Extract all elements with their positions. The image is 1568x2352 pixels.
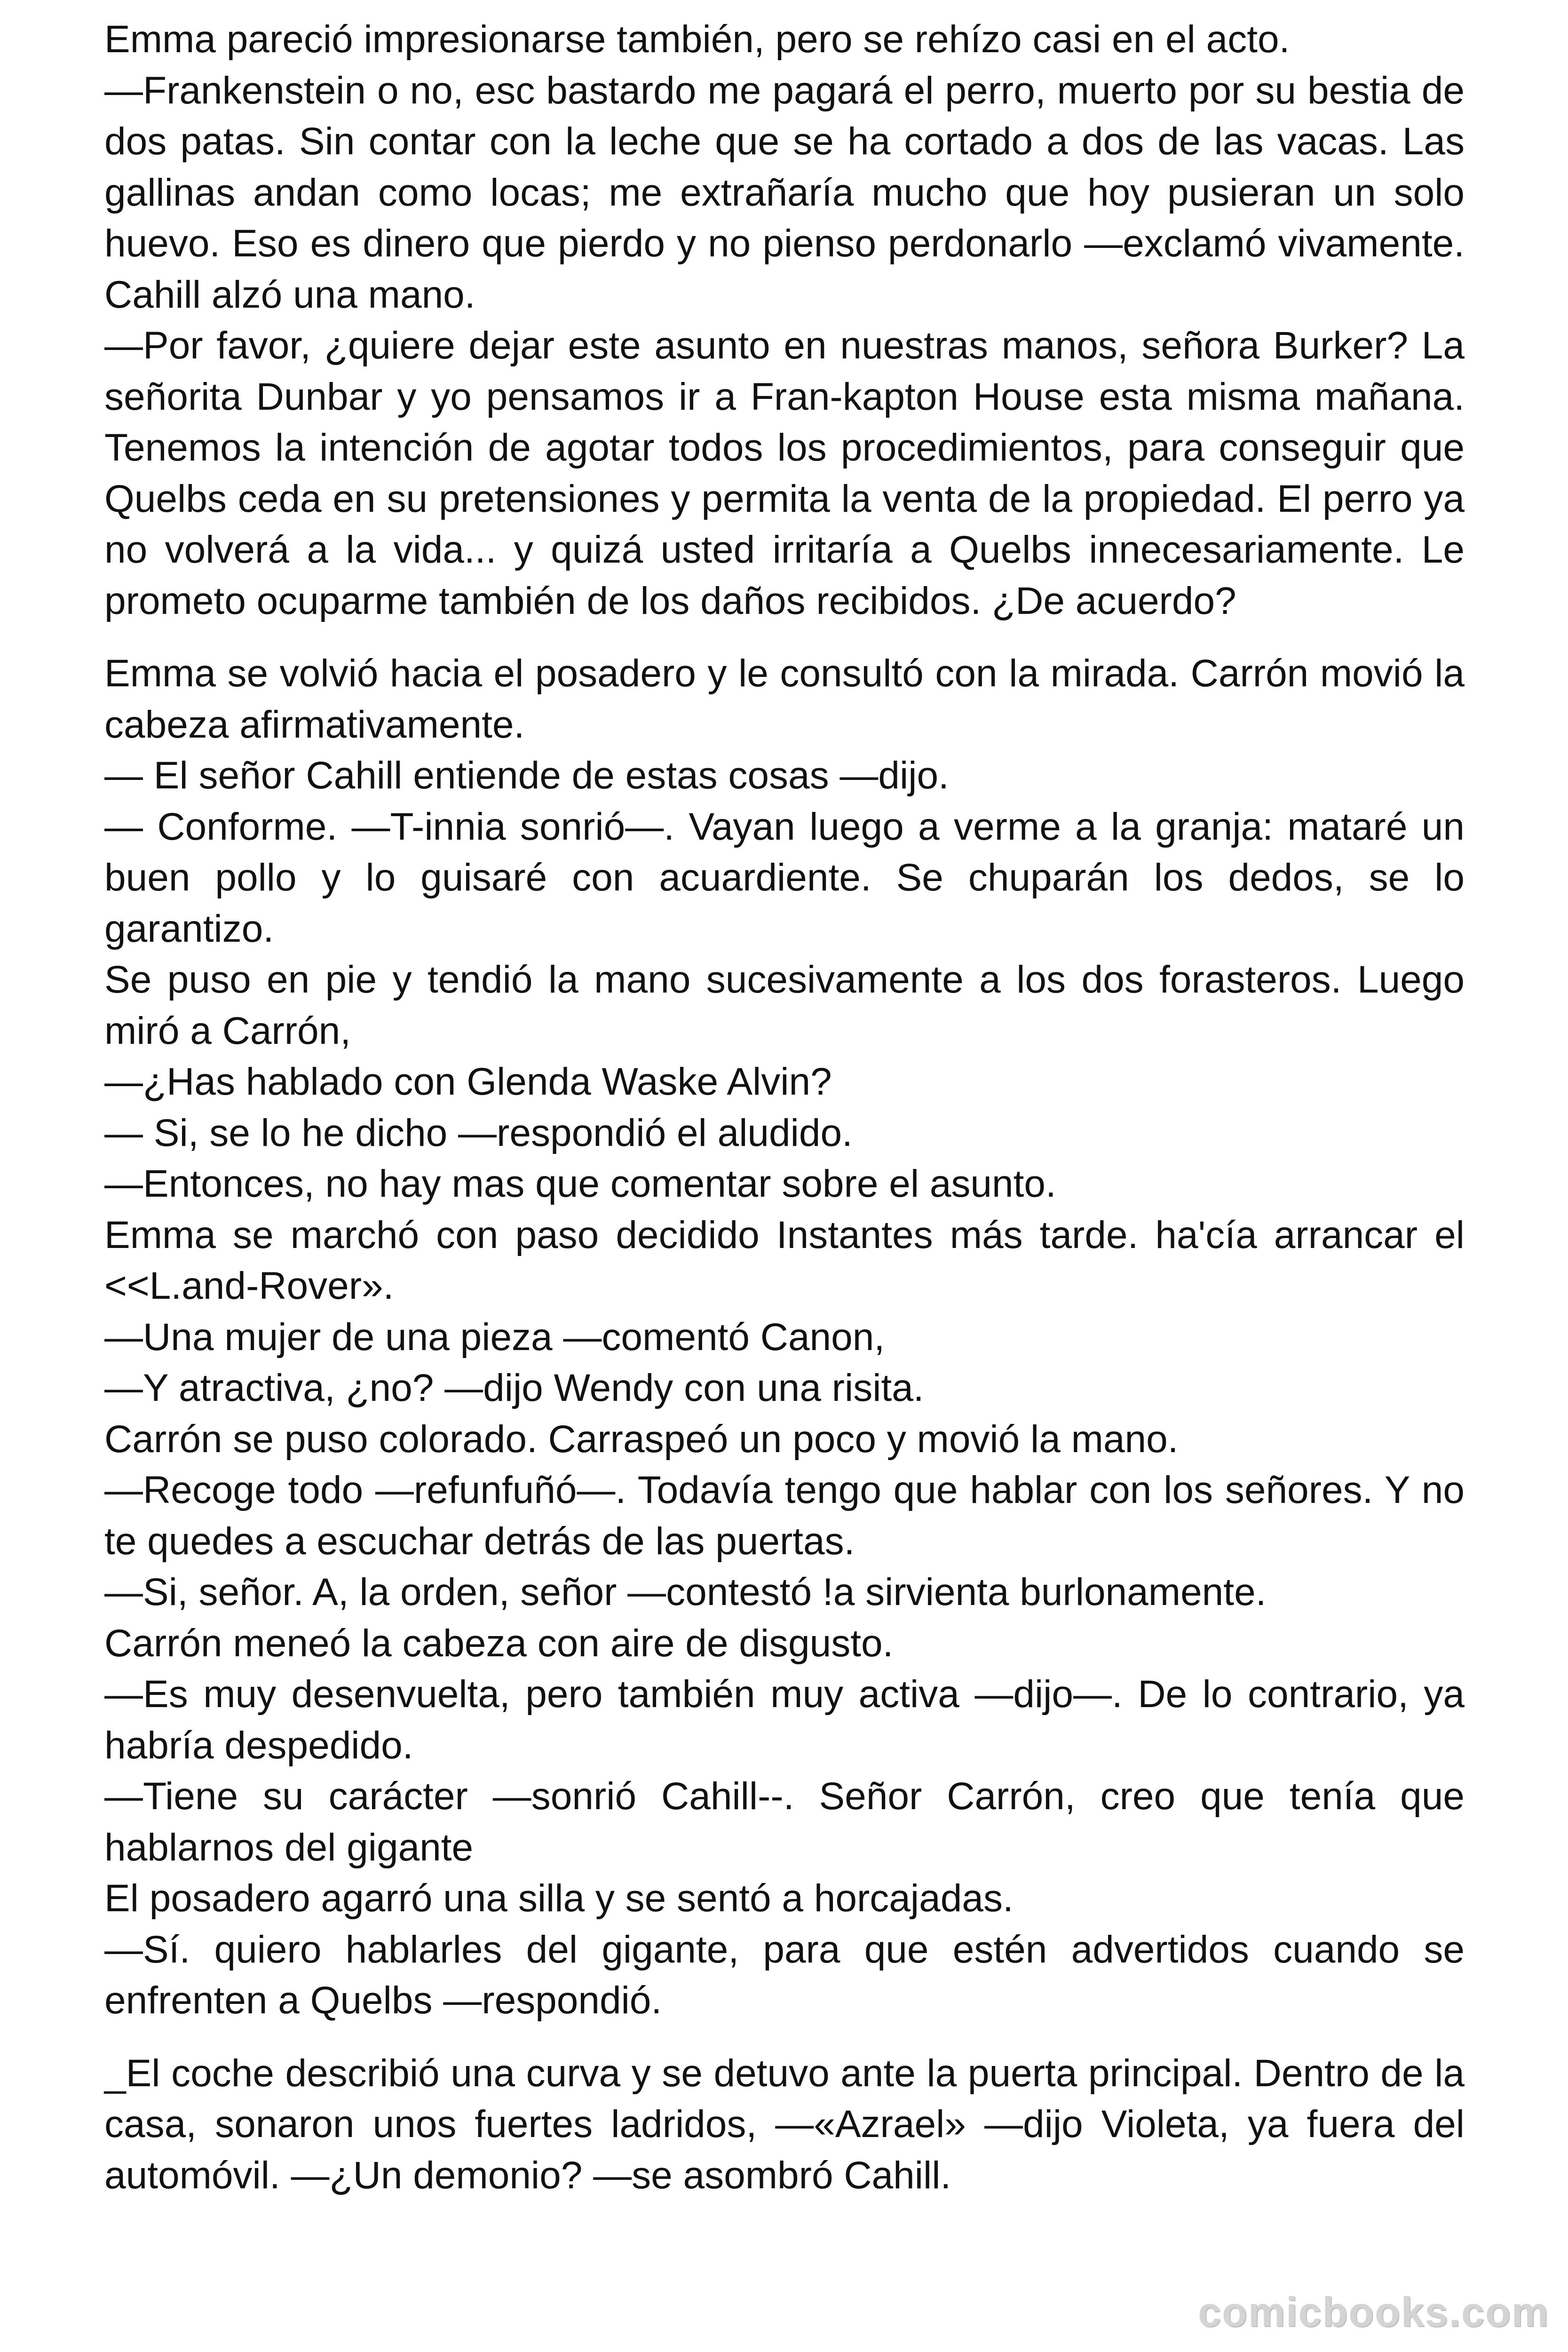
paragraph: —Si, señor. A, la orden, señor —contestó !a sirvienta burlonamente. <box>104 1571 1267 1613</box>
paragraph: — Si, se lo he dicho —respondió el aludido. <box>104 1111 853 1154</box>
paragraph: —Tiene su carácter —sonrió Cahill--. Señor Carrón, creo que tenía que hablarnos del gigante <box>104 1775 1465 1869</box>
paragraph: —Sí. quiero hablarles del gigante, para que estén advertidos cuando se enfrenten a Quelbs —respondió. <box>104 1928 1465 2022</box>
paragraph: Emma se volvió hacia el posadero y le consultó con la mirada. Carrón movió la cabeza afirmativamente. <box>104 652 1465 746</box>
paragraph-break <box>104 2026 1465 2048</box>
paragraph: —Recoge todo —refunfuñó—. Todavía tengo que hablar con los señores. Y no te quedes a escuchar detrás de las puertas. <box>104 1469 1465 1563</box>
paragraph: —Por favor, ¿quiere dejar este asunto en nuestras manos, señora Burker? La señorita Dunbar y yo pensamos ir a Fran-kapton House esta misma mañana. Tenemos la intención de agotar todos los procedimientos, para conseguir que Quelbs ceda en su pretensiones y permita la venta de la propiedad. El perro ya no volverá a la vida... y quizá usted irritaría a Quelbs innecesariamente. Le prometo ocuparme también de los daños recibidos. ¿De acuerdo? <box>104 324 1465 622</box>
paragraph: —¿Has hablado con Glenda Waske Alvin? <box>104 1060 832 1103</box>
paragraph: —Una mujer de una pieza —comentó Canon, <box>104 1315 885 1359</box>
paragraph: — El señor Cahill entiende de estas cosas —dijo. <box>104 754 949 797</box>
paragraph: —Es muy desenvuelta, pero también muy activa —dijo—. De lo contrario, ya habría despedido. <box>104 1673 1465 1767</box>
paragraph: Carrón se puso colorado. Carraspeó un poco y movió la mano. <box>104 1417 1179 1461</box>
page-text <box>104 14 1465 2201</box>
paragraph-break <box>104 627 1465 648</box>
paragraph: —Y atractiva, ¿no? —dijo Wendy con una risita. <box>104 1367 924 1409</box>
paragraph: Emma pareció impresionarse también, pero se rehízo casi en el acto. <box>104 18 1290 61</box>
paragraph: —Frankenstein o no, esc bastardo me pagará el perro, muerto por su bestia de dos patas. Sin contar con la leche que se ha cortado a dos de las vacas. Las gallinas andan como locas; me extrañaría mucho que hoy pusieran un solo huevo. Eso es dinero que pierdo y no pienso perdonarlo —exclamó vivamente. Cahill alzó una mano. <box>104 69 1465 316</box>
paragraph: Carrón meneó la cabeza con aire de disgusto. <box>104 1621 894 1665</box>
watermark-text: comicbooks.com <box>1198 2288 1549 2335</box>
paragraph: —Entonces, no hay mas que comentar sobre el asunto. <box>104 1162 1056 1205</box>
paragraph: Emma se marchó con paso decidido Instantes más tarde. ha'cía arrancar el <<L.and-Rover». <box>104 1213 1465 1307</box>
paragraph: — Conforme. —T-innia sonrió—. Vayan luego a verme a la granja: mataré un buen pollo y lo guisaré con acuardiente. Se chuparán los dedos, se lo garantizo. <box>104 805 1465 950</box>
paragraph: _El coche describió una curva y se detuvo ante la puerta principal. Dentro de la casa, sonaron unos fuertes ladridos, —«Azrael» —dijo Violeta, ya fuera del automóvil. —¿Un demonio? —se asombró Cahill. <box>104 2051 1465 2197</box>
paragraph: El posadero agarró una silla y se sentó a horcajadas. <box>104 1877 1014 1920</box>
paragraph: Se puso en pie y tendió la mano sucesivamente a los dos forasteros. Luego miró a Carrón, <box>104 958 1465 1052</box>
